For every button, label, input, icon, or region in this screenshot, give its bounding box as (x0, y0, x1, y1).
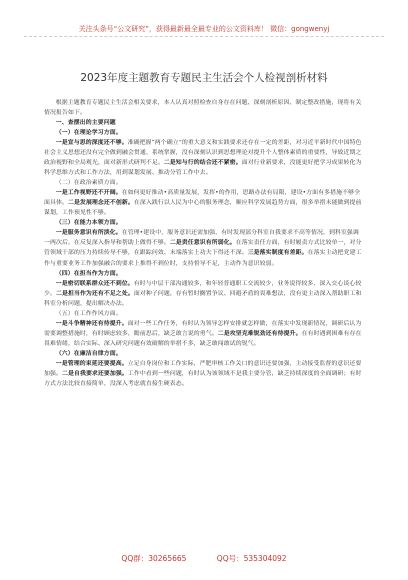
paragraph (44, 359, 364, 389)
bold-lead: 二是责任意识有所弱化。 (169, 239, 236, 247)
subsection-heading: （二）在政治素质方面。 (55, 180, 122, 187)
paragraph-text: 在深入践行以人民为中心的服务理念，顺应科学发展趋势方面，很多举措未能做到提前谋划，工作预见性不够。 (44, 200, 362, 217)
bold-lead: 一是管理的束延还要提高。 (55, 359, 128, 367)
paragraph-text: 在有时遇到困难有存在畏难情绪，结合实际、深入研究问题有效破解的举措不多，缺乏敢闯敢试的锐气。 (44, 330, 362, 347)
paragraph-text: 面对一些工作任务，有时认为领导怎样安排就怎样做，在落实中发现新情况，调研后认为需要调整措施时，有时顾虑较多，瞻前思后，缺乏敢言说的勇气。 (44, 320, 362, 337)
bold-lead: 一是密切联系群众还不到位。 (55, 279, 134, 287)
subsection-heading: （六）在廉洁自律方面。 (55, 349, 122, 357)
bold-lead: 一是宣与思的深度还不够。 (55, 139, 128, 147)
section-heading: 一、查摆出的主要问题 (55, 119, 116, 127)
qq-number: QQ号：535304092 (216, 554, 287, 563)
subsection-heading: （四）在担当作为方面。 (55, 269, 122, 277)
document-body (44, 98, 364, 389)
paragraph-text: 在落实责任方面，有时履责方式比较单一，对分管领域干部的压力持续传导不够，在跟踪问效、末端落实上功夫下得还不深。 (44, 240, 362, 257)
paragraph (44, 279, 364, 309)
subsection-heading: （三）在能力本领方面。 (55, 219, 122, 227)
qq-group: QQ群：30265665 (121, 554, 187, 563)
bold-lead: 二是知与行的结合还不紧密。 (163, 159, 242, 167)
subsection-heading: （一）在理论学习方面。 (55, 129, 122, 137)
paragraph-text: 在落实主动把党建工作与重要业务工作加强融合的要求上推得不到位时，支持督导不足，主动作为意识较弱。 (44, 250, 362, 267)
paragraph-text: 在如何更好推动•高质量发展，发挥•的作用，思路办法有局限，建设•方面有多措施不够全面具体。 (44, 190, 361, 207)
header-banner: 关注头条号“公文研究”，获得最新最全最专业的公文资料库！ 微信：gongwenyj (24, 24, 384, 37)
paragraph (44, 138, 364, 178)
bold-lead: 二是攻坚克难锐劲还有待提升。 (217, 329, 302, 337)
paragraph-text: 面对种子问题，存有暂时搁置争议、回避矛盾的畏难想法，没有更主动深入帮助职工和科室分析问题，提出解决办法。 (44, 290, 362, 307)
paragraph-text: 有时与中层干部沟通较多，和年轻普通职工交流较少，业务说得较多，深入交心谈心较少。 (44, 280, 362, 297)
paragraph-text: 工作中看到一些问题，有时认为该领域不是我主要分管，缺乏持续深度的全面调研；有时方式方法比较直接简单，没深入考虑就直接生硬表态。 (44, 370, 362, 387)
paragraph (44, 319, 364, 349)
paragraph-text: 在管理•建设中，服务意识还需加强，有时发现部分科室自我要求不高等情况，到科室强调一两次后，在反复深入指导和帮助上做得不够。 (44, 230, 359, 247)
bold-lead: 二是担当作为还有不足之处。 (55, 289, 134, 297)
paragraph (44, 228, 364, 268)
intro-paragraph: 根据主题教育专题民主生活会相关要求，本人认真对照检查自身存在问题、深刻剖析原因、制定整改措施，现将有关情况报告如下。 (44, 100, 362, 117)
paragraph (44, 188, 364, 218)
footer-contact (0, 553, 408, 564)
bold-lead: 一是工作视野还不开阔。 (55, 189, 122, 197)
paragraph-text: 立足自身岗位和工作实际，严肥审核工作关口的意识还要加强，主动接受监督的意识还要加强。 (44, 360, 362, 377)
bold-lead: 一是服务意识有所淡化。 (55, 229, 122, 237)
bold-lead: 二是发展理念还不创新。 (67, 199, 134, 207)
bold-lead: 二是自我要求还要加强。 (61, 369, 128, 377)
document-title: 2023年度主题教育专题民主生活会个人检视剖析材料 (80, 72, 328, 84)
bold-lead: 一是斗争精神还有待提升。 (55, 319, 128, 327)
paragraph-text: 准确把握“两个确立”的重大意义和实践要求还存在一定的差距，对习近平新时代中国特色社会主义思想还没有完全做到融会贯通、系统掌握，没有深刻认识到思想理论对提升个人整体素质的重要性，导致近期之政治视野和全局观光，面对新形式研判不足。 (44, 140, 362, 167)
bold-lead: 三是落实制度有差距。 (247, 249, 308, 257)
subsection-heading: （五）在工作作风方面。 (55, 310, 122, 317)
paragraph-text: 面对行业新要求，没能更好把学习成果转化为科学思维方式和工作方法，用到谋划发展、推动分管工作中去。 (44, 160, 362, 177)
